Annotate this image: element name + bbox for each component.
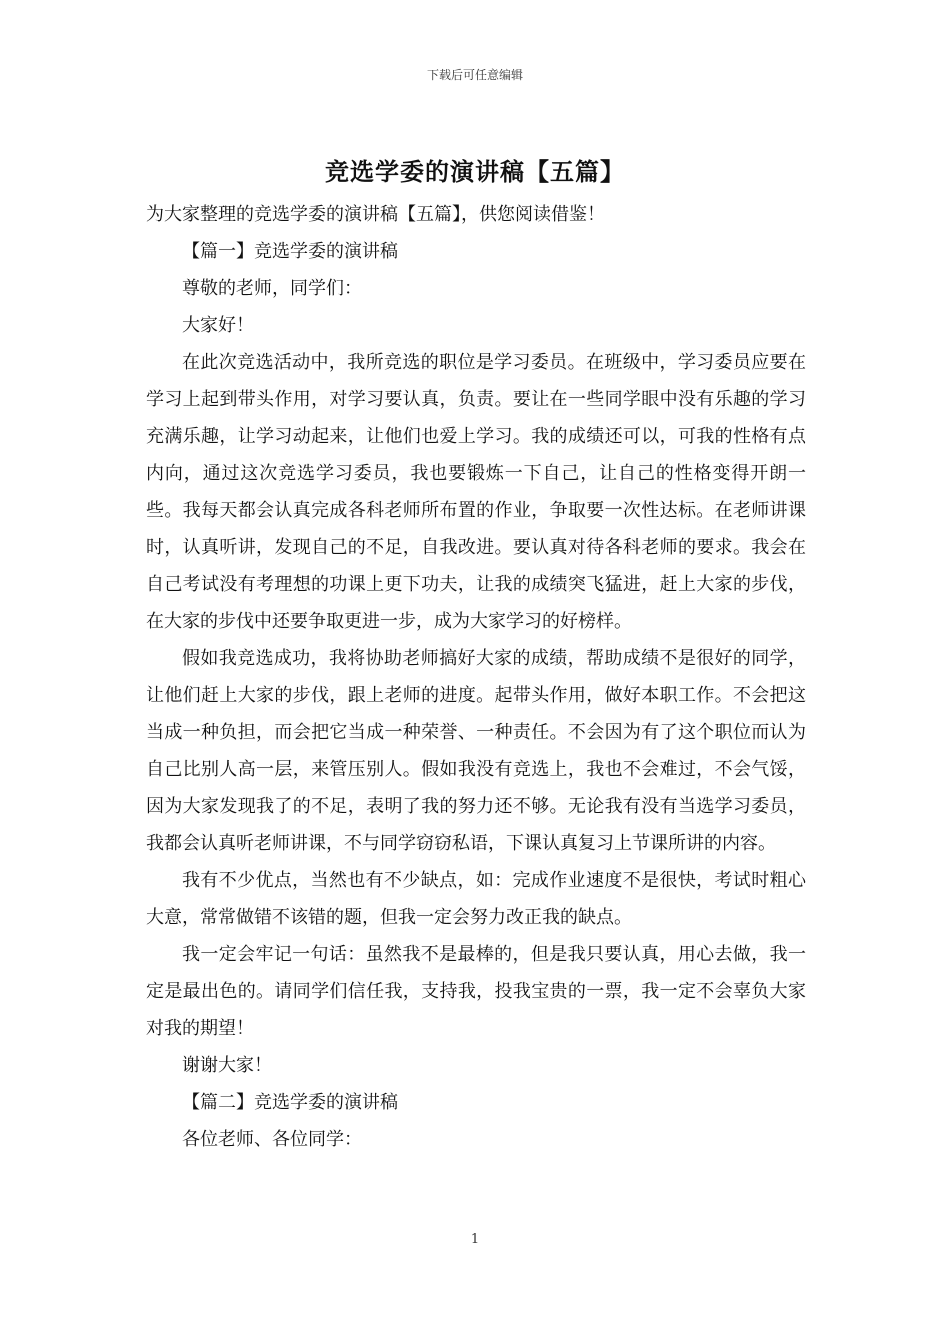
paragraph: 假如我竞选成功，我将协助老师搞好大家的成绩，帮助成绩不是很好的同学，让他们赶上大家的步伐，跟上老师的进度。起带头作用，做好本职工作。不会把这当成一种负担，而会把它当成一种荣誉、一种责任。不会因为有了这个职位而认为自己比别人高一层，来管压别人。假如我没有竞选上，我也不会难过，不会气馁，因为大家发现我了的不足，表明了我的努力还不够。无论我有没有当选学习委员，我都会认真听老师讲课，不与同学窃窃私语，下课认真复习上节课所讲的内容。 [146, 648, 806, 854]
section-heading: 【篇一】竞选学委的演讲稿 [182, 241, 398, 262]
document-title: 竞选学委的演讲稿【五篇】 [325, 157, 625, 186]
closing-line: 谢谢大家！ [182, 1055, 272, 1076]
document-body [146, 196, 806, 1158]
salutation: 各位老师、各位同学： [182, 1129, 362, 1150]
page-number: 1 [470, 1232, 480, 1247]
page-header: 下载后可任意编辑 [426, 68, 523, 82]
paragraph: 我有不少优点，当然也有不少缺点，如：完成作业速度不是很快，考试时粗心大意，常常做错不该错的题，但我一定会努力改正我的缺点。 [146, 870, 806, 928]
greeting: 大家好！ [182, 315, 254, 336]
salutation: 尊敬的老师，同学们： [182, 278, 362, 299]
paragraph: 我一定会牢记一句话：虽然我不是最棒的，但是我只要认真，用心去做，我一定是最出色的。请同学们信任我，支持我，投我宝贵的一票，我一定不会辜负大家对我的期望！ [146, 944, 806, 1039]
paragraph: 在此次竞选活动中，我所竞选的职位是学习委员。在班级中，学习委员应要在学习上起到带头作用，对学习要认真，负责。要让在一些同学眼中没有乐趣的学习充满乐趣，让学习动起来，让他们也爱上学习。我的成绩还可以，可我的性格有点内向，通过这次竞选学习委员，我也要锻炼一下自己，让自己的性格变得开朗一些。我每天都会认真完成各科老师所布置的作业，争取要一次性达标。在老师讲课时，认真听讲，发现自己的不足，自我改进。要认真对待各科老师的要求。我会在自己考试没有考理想的功课上更下功夫，让我的成绩突飞猛进，赶上大家的步伐，在大家的步伐中还要争取更进一步，成为大家学习的好榜样。 [146, 352, 806, 632]
intro-line: 为大家整理的竞选学委的演讲稿【五篇】，供您阅读借鉴！ [146, 204, 605, 225]
section-heading: 【篇二】竞选学委的演讲稿 [182, 1092, 398, 1113]
